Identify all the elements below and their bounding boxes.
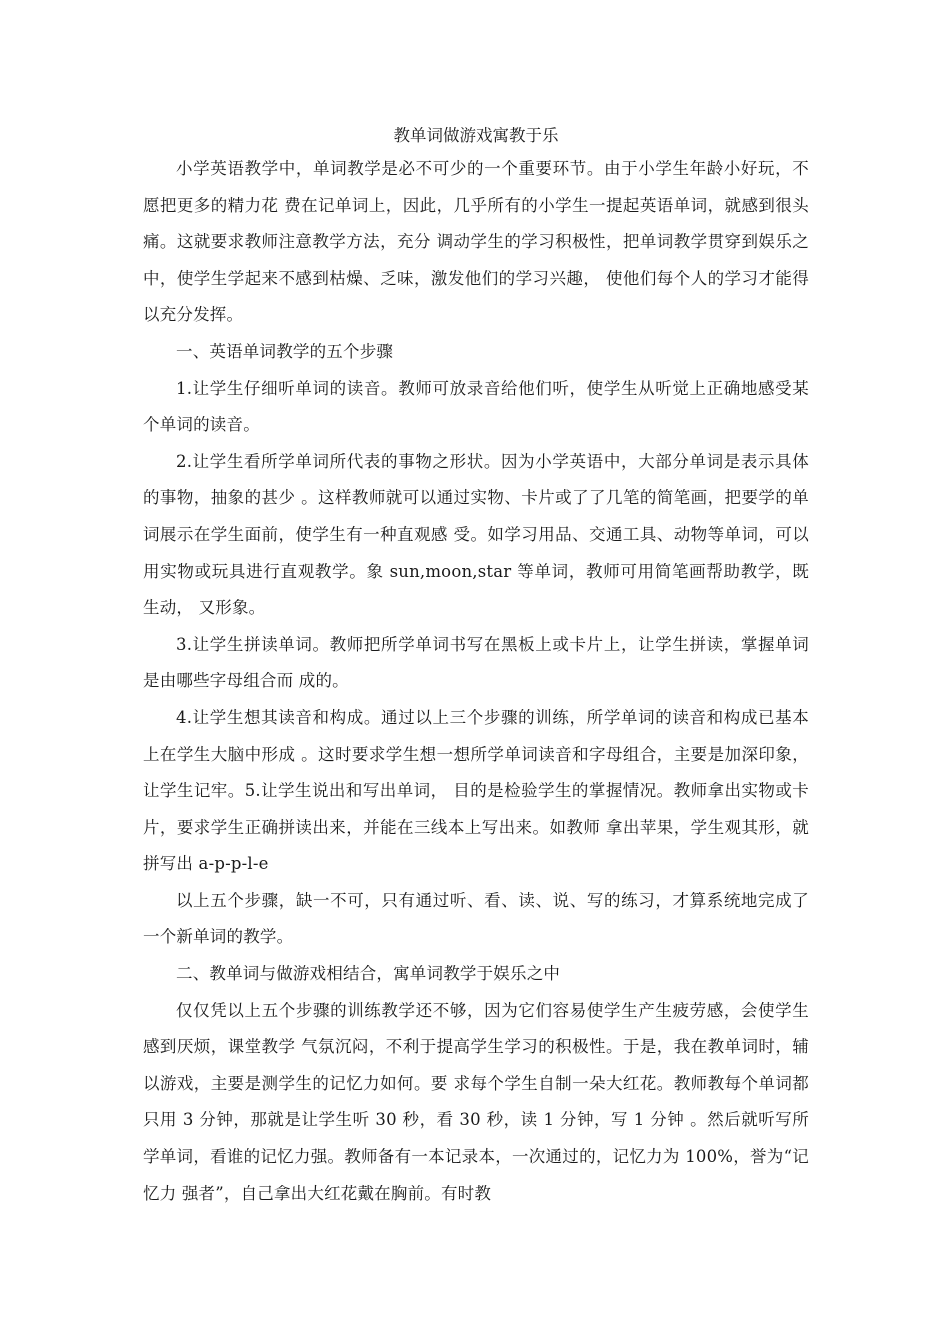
document-body: [143, 123, 809, 1212]
paragraph-step-4-5: 4.让学生想其读音和构成。通过以上三个步骤的训练，所学单词的读音和构成已基本上在学生大脑中形成 。这时要求学生想一想所学单词读音和字母组合，主要是加深印象，让学生记牢。5.让学生说出和写出单词， 目的是检验学生的掌握情况。教师拿出实物或卡片，要求学生正确拼读出来，并能在三线本上写出来。如教师 拿出苹果，学生观其形，就拼写出 a-p-p-l-e: [143, 707, 809, 874]
section-heading-2: 二、教单词与做游戏相结合，寓单词教学于娱乐之中: [176, 964, 561, 984]
paragraph-step-3: 3.让学生拼读单词。教师把所学单词书写在黑板上或卡片上，让学生拼读，掌握单词是由哪些字母组合而 成的。: [143, 634, 809, 691]
paragraph-step-1: 1.让学生仔细听单词的读音。教师可放录音给他们听，使学生从听觉上正确地感受某个单词的读音。: [143, 378, 809, 435]
section-heading-1: 一、英语单词教学的五个步骤: [176, 341, 394, 361]
paragraph-intro: 小学英语教学中，单词教学是必不可少的一个重要环节。由于小学生年龄小好玩，不愿把更多的精力花 费在记单词上，因此，几乎所有的小学生一提起英语单词，就感到很头痛。这就要求教师注意教学方法，充分 调动学生的学习积极性，把单词教学贯穿到娱乐之中，使学生学起来不感到枯燥、乏味，激发他们的学习兴趣， 使他们每个人的学习才能得以充分发挥。: [143, 159, 809, 325]
paragraph-step-2: 2.让学生看所学单词所代表的事物之形状。因为小学英语中，大部分单词是表示具体的事物，抽象的甚少 。这样教师就可以通过实物、卡片或了了几笔的简笔画，把要学的单词展示在学生面前，使学生有一种直观感 受。如学习用品、交通工具、动物等单词，可以用实物或玩具进行直观教学。象 sun,moon,star 等单词，教师可用简笔画帮助教学，既生动， 又形象。: [143, 451, 809, 618]
paragraph-games: 仅仅凭以上五个步骤的训练教学还不够，因为它们容易使学生产生疲劳感，会使学生感到厌烦，课堂教学 气氛沉闷，不利于提高学生学习的积极性。于是，我在教单词时，辅以游戏，主要是测学生的记忆力如何。要 求每个学生自制一朵大红花。教师教每个单词都只用 3 分钟，那就是让学生听 30 秒，看 30 秒，读 1 分钟，写 1 分钟 。然后就听写所学单词，看谁的记忆力强。教师备有一本记录本，一次通过的，记忆力为 100%，誉为“记忆力 强者”，自己拿出大红花戴在胸前。有时教: [143, 1000, 809, 1203]
paragraph-summary: 以上五个步骤，缺一不可，只有通过听、看、读、说、写的练习，才算系统地完成了一个新单词的教学。: [143, 890, 809, 947]
document-title: 教单词做游戏寓教于乐: [393, 126, 559, 145]
